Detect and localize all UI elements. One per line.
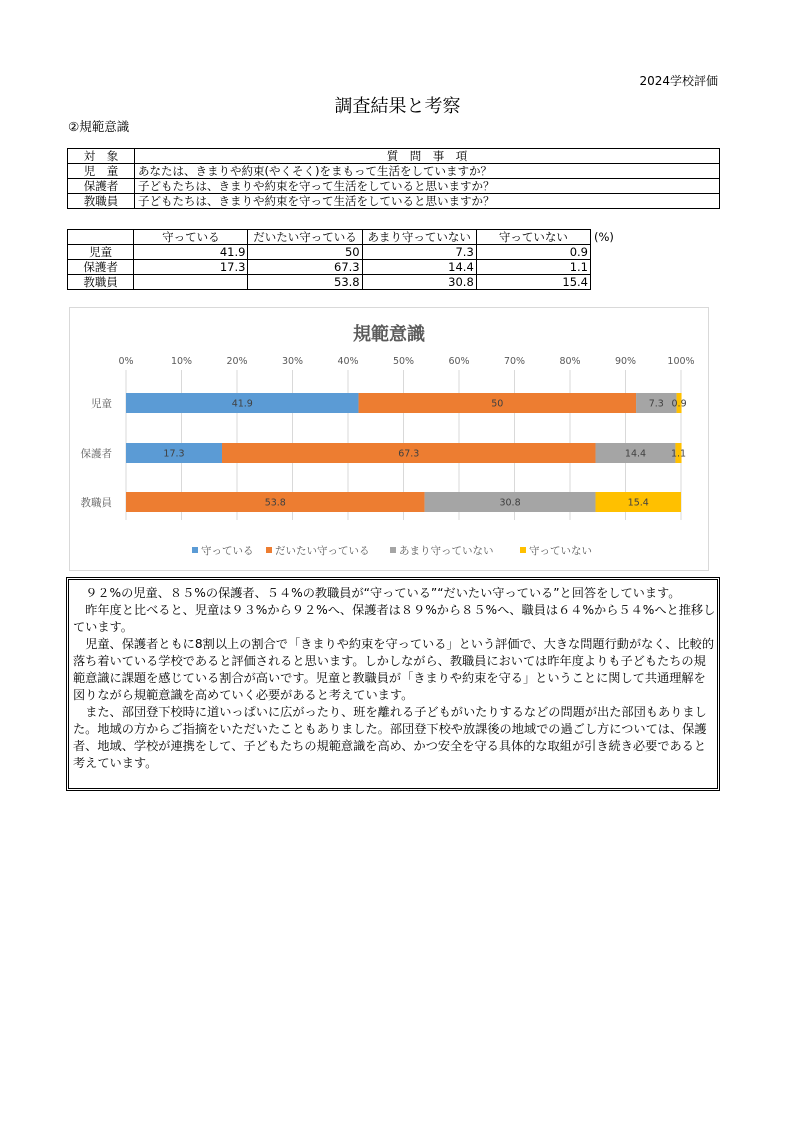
value-cell: 17.3 (134, 260, 248, 275)
target-header: 対 象 (68, 149, 135, 164)
value-cell: 67.3 (248, 260, 362, 275)
value-cell: 30.8 (362, 275, 476, 290)
data-label: 41.9 (231, 398, 253, 410)
x-tick-label: 50% (392, 356, 415, 367)
x-tick-label: 20% (226, 356, 248, 367)
comment-paragraph: ９２%の児童、８５%の保護者、５４%の教職員が“守っている”“だいたい守っている”と回答をしています。 (85, 586, 681, 600)
x-tick-label: 40% (337, 356, 359, 367)
table-row (68, 275, 591, 290)
question-cell: あなたは、きまりや約束(やくそく)をまもって生活をしていますか？ (135, 164, 720, 179)
x-tick-label: 80% (559, 356, 581, 367)
question-header: 質 問 事 項 (135, 149, 720, 164)
data-label: 15.4 (627, 497, 649, 509)
comment-paragraph: 昨年度と比べると、児童は９３%から９２%へ、保護者は８９%から８５%へ、職員は６４%から５４%へと推移しています。 (73, 603, 716, 634)
value-cell: 0.9 (476, 245, 590, 260)
value-cell (134, 275, 248, 290)
value-cell: 15.4 (476, 275, 590, 290)
question-table-header (68, 149, 720, 164)
category-label: 児童 (91, 398, 112, 410)
data-label: 17.3 (163, 448, 185, 460)
table-row (68, 260, 591, 275)
table-row (68, 164, 720, 179)
legend-swatch (192, 547, 198, 553)
data-label: 0.9 (671, 398, 687, 410)
chart-area (69, 307, 709, 571)
value-cell: 7.3 (362, 245, 476, 260)
data-label: 7.3 (648, 398, 664, 410)
question-cell: 子どもたちは、きまりや約束を守って生活をしていると思いますか？ (135, 194, 720, 209)
table-row (68, 194, 720, 209)
x-tick-label: 100% (667, 356, 695, 367)
comment-paragraph: 児童、保護者ともに8割以上の割合で「きまりや約束を守っている」という評価で、大きな問題行動がなく、比較的落ち着いている学校であると評価されると思います。しかしながら、教職員においては昨年度よりも子どもたちの規範意識に課題を感じている割合が高いです。児童と教職員が「きまりや約束を守る」ということに関して共通理解を図りながら規範意識を高めていく必要があると考えています。 (73, 637, 715, 702)
x-tick-label: 10% (170, 356, 193, 367)
value-cell: 1.1 (476, 260, 590, 275)
category-label: 教職員 (80, 497, 112, 509)
page-title: 調査結果と考察 (334, 96, 461, 117)
row-label: 保護者 (68, 260, 134, 275)
legend-entry: だいたい守っている (275, 545, 370, 557)
category-label: 保護者 (80, 448, 112, 460)
legend-swatch (520, 547, 526, 553)
column-header: だいたい守っている (248, 230, 362, 245)
comment-paragraph: また、部団登下校時に道いっぱいに広がったり、班を離れる子どもがいたりするなどの問題が出た部団もありました。地域の方からご指摘をいただいたこともありました。部団登下校や放課後の地域での過ごし方については、保護者、地域、学校が連携をして、子どもたちの規範意識を高め、かつ安全を守る具体的な取組が引き続き必要であると考えています。 (73, 705, 707, 770)
legend-entry: あまり守っていない (399, 545, 494, 557)
result-table-header (68, 230, 591, 245)
value-cell: 53.8 (248, 275, 362, 290)
data-label: 1.1 (670, 448, 687, 460)
comment-box (66, 577, 720, 791)
data-label: 50 (491, 398, 504, 410)
section-heading: ②規範意識 (68, 119, 130, 134)
data-label: 67.3 (398, 448, 420, 460)
legend-swatch (390, 547, 396, 553)
table-row (68, 245, 591, 260)
data-label: 14.4 (624, 448, 647, 460)
question-table (67, 148, 720, 209)
result-table (67, 229, 591, 290)
column-header: あまり守っていない (362, 230, 476, 245)
table-row (68, 179, 720, 194)
x-tick-label: 60% (448, 356, 470, 367)
value-cell: 14.4 (362, 260, 476, 275)
row-label: 教職員 (68, 275, 134, 290)
unit-label: (%) (594, 230, 614, 244)
year-label: 2024学校評価 (639, 74, 718, 88)
stacked-bar-chart (70, 308, 708, 570)
target-cell: 教職員 (68, 194, 135, 209)
target-cell: 児 童 (68, 164, 135, 179)
chart-title: 規範意識 (353, 324, 425, 345)
data-label: 53.8 (264, 497, 286, 509)
legend-entry: 守っている (201, 545, 254, 557)
x-tick-label: 0% (118, 356, 134, 367)
data-label: 30.8 (499, 497, 521, 509)
legend-entry: 守っていない (529, 545, 592, 557)
column-header: 守っている (134, 230, 248, 245)
question-cell: 子どもたちは、きまりや約束を守って生活をしていると思いますか？ (135, 179, 720, 194)
x-tick-label: 30% (281, 356, 304, 367)
blank-header (68, 230, 134, 245)
legend-swatch (266, 547, 272, 553)
row-label: 児童 (68, 245, 134, 260)
x-tick-label: 90% (614, 356, 637, 367)
value-cell: 50 (248, 245, 362, 260)
target-cell: 保護者 (68, 179, 135, 194)
value-cell: 41.9 (134, 245, 248, 260)
column-header: 守っていない (476, 230, 590, 245)
x-tick-label: 70% (503, 356, 526, 367)
comment-text (73, 585, 717, 772)
